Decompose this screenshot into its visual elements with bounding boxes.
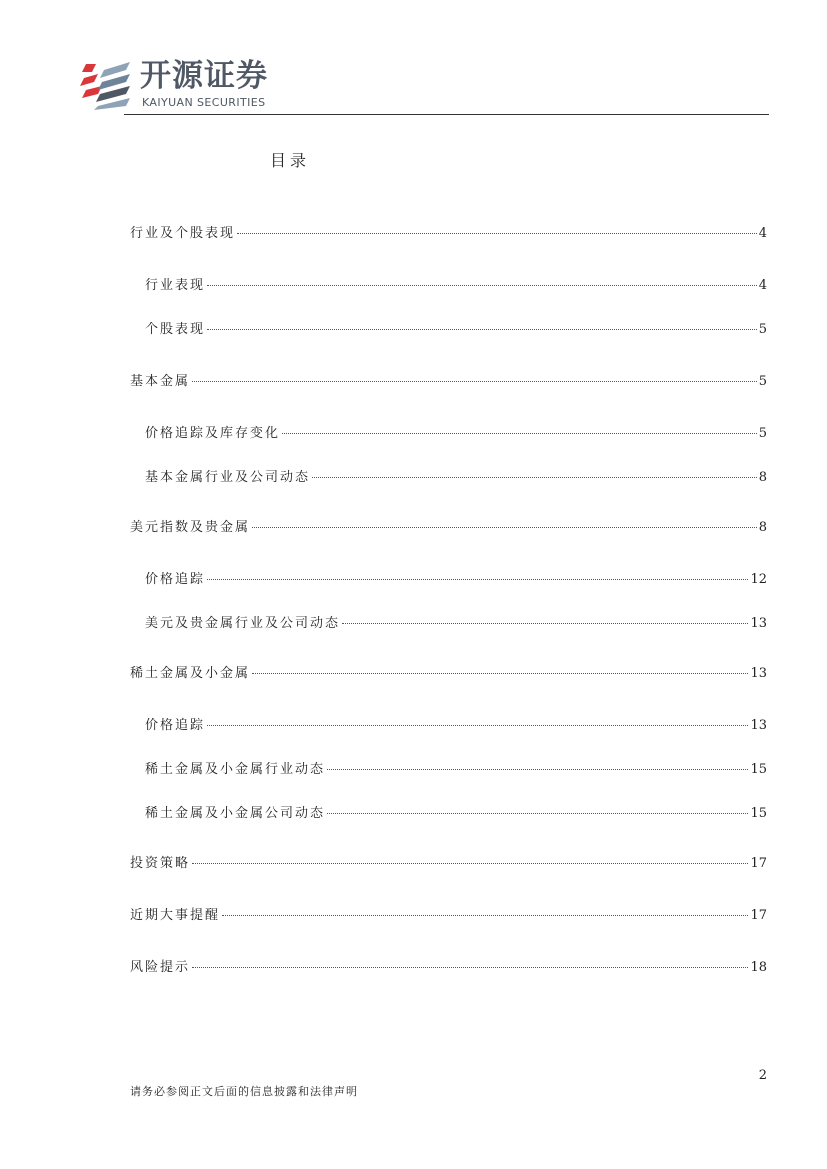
toc-leader-dots (207, 725, 748, 726)
toc-entry-page: 4 (758, 226, 767, 241)
toc-entry[interactable] (145, 466, 767, 486)
toc-leader-dots (252, 527, 757, 528)
toc-entry[interactable] (130, 222, 767, 242)
toc-leader-dots (342, 623, 748, 624)
toc-entry[interactable] (130, 904, 767, 924)
page-number: 2 (758, 1068, 767, 1083)
toc-leader-dots (312, 477, 757, 478)
toc-entry-page: 15 (750, 762, 767, 777)
toc-entry-label: 投资策略 (130, 856, 191, 871)
toc-leader-dots (237, 233, 757, 234)
toc-entry[interactable] (130, 852, 767, 872)
toc-leader-dots (207, 285, 757, 286)
toc-entry-label: 风险提示 (130, 960, 191, 975)
toc-entry[interactable] (130, 956, 767, 976)
toc-entry-label: 行业表现 (145, 278, 206, 293)
toc-leader-dots (192, 967, 748, 968)
toc-leader-dots (282, 433, 757, 434)
toc-leader-dots (207, 579, 748, 580)
toc-entry[interactable] (145, 318, 767, 338)
kaiyuan-logo-icon (80, 60, 136, 110)
toc-entry-page: 12 (750, 572, 767, 587)
toc-leader-dots (207, 329, 757, 330)
toc-entry-page: 13 (750, 666, 767, 681)
toc-entry-label: 稀土金属及小金属行业动态 (145, 762, 326, 777)
toc-title: 目录 (269, 151, 310, 170)
toc-entry-page: 13 (750, 616, 767, 631)
toc-entry[interactable] (145, 568, 767, 588)
toc-entry[interactable] (145, 758, 767, 778)
toc-entry-page: 17 (750, 908, 767, 923)
toc-entry-label: 价格追踪 (145, 718, 206, 733)
toc-entry[interactable] (145, 612, 767, 632)
toc-entry-label: 近期大事提醒 (130, 908, 221, 923)
toc-entry-page: 5 (758, 426, 767, 441)
toc-entry-page: 8 (758, 520, 767, 535)
toc-entry[interactable] (145, 714, 767, 734)
toc-entry[interactable] (145, 274, 767, 294)
toc-entry-label: 基本金属行业及公司动态 (145, 470, 311, 485)
toc-entry-page: 18 (750, 960, 767, 975)
toc-entry-page: 8 (758, 470, 767, 485)
toc-entry-label: 美元指数及贵金属 (130, 520, 251, 535)
toc-entry-page: 17 (750, 856, 767, 871)
toc-entry-label: 行业及个股表现 (130, 226, 236, 241)
toc-entry[interactable] (130, 370, 767, 390)
brand-name-cn: 开源证券 (140, 58, 268, 94)
toc-entry-label: 价格追踪 (145, 572, 206, 587)
toc-entry-page: 5 (758, 374, 767, 389)
toc-leader-dots (327, 813, 748, 814)
toc-entry[interactable] (145, 422, 767, 442)
footer-disclaimer: 请务必参阅正文后面的信息披露和法律声明 (130, 1085, 358, 1098)
toc-entry-page: 15 (750, 806, 767, 821)
toc-entry[interactable] (130, 662, 767, 682)
header-divider (124, 114, 769, 115)
toc-leader-dots (327, 769, 748, 770)
toc-entry-label: 稀土金属及小金属 (130, 666, 251, 681)
toc-entry[interactable] (130, 516, 767, 536)
toc-entry-page: 13 (750, 718, 767, 733)
toc-entry-page: 5 (758, 322, 767, 337)
toc-leader-dots (252, 673, 748, 674)
toc-entry-label: 稀土金属及小金属公司动态 (145, 806, 326, 821)
toc-entry[interactable] (145, 802, 767, 822)
page-header (0, 0, 827, 120)
toc-leader-dots (222, 915, 748, 916)
toc-entry-label: 美元及贵金属行业及公司动态 (145, 616, 341, 631)
brand-name-en: KAIYUAN SECURITIES (142, 96, 266, 109)
toc-entry-label: 价格追踪及库存变化 (145, 426, 281, 441)
toc-entry-label: 个股表现 (145, 322, 206, 337)
toc-entry-label: 基本金属 (130, 374, 191, 389)
toc-entry-page: 4 (758, 278, 767, 293)
toc-leader-dots (192, 863, 748, 864)
toc-leader-dots (192, 381, 757, 382)
